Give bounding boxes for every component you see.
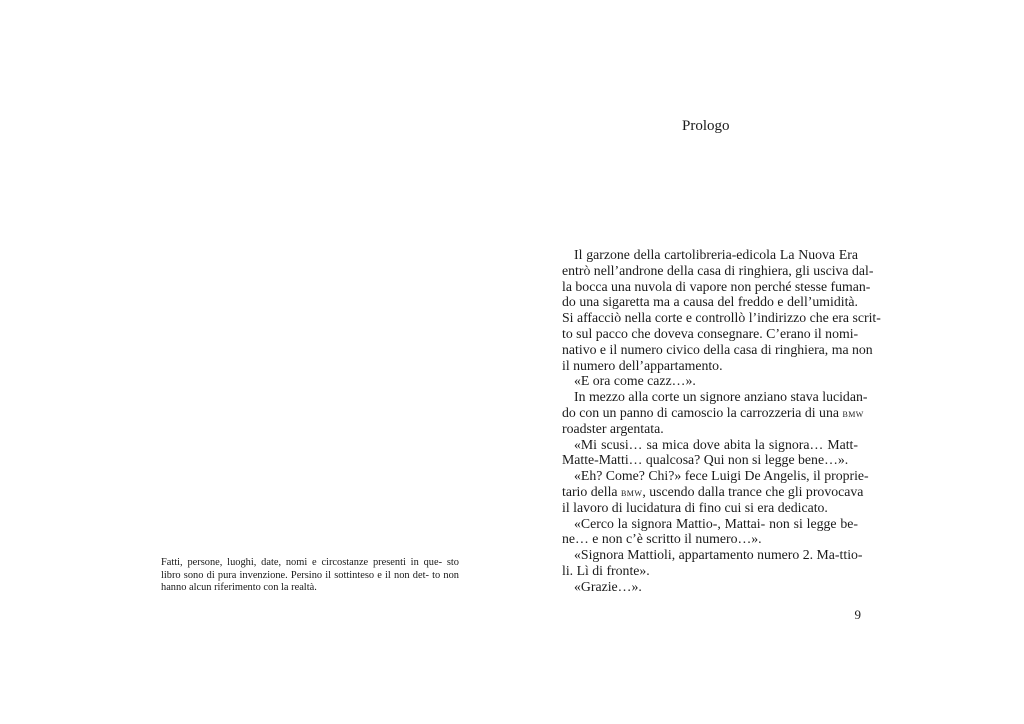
text-line: entrò nell’androne della casa di ringhiera, gli usciva dal-	[562, 262, 874, 278]
chapter-body-text	[562, 247, 881, 595]
text-line: Matte-Matti… qualcosa? Qui non si legge bene…».	[562, 452, 849, 468]
text-line: do con un panno di camoscio la carrozzeria di una bmw	[562, 404, 864, 420]
text-line: to sul pacco che doveva consegnare. C’erano il nomi-	[562, 325, 859, 341]
text-line: roadster argentata.	[562, 420, 664, 436]
text-line: In mezzo alla corte un signore anziano stava lucidan-	[574, 389, 868, 405]
text-line: Il garzone della cartolibreria-edicola La Nuova Era	[574, 247, 858, 262]
disclaimer-line: Fatti, persone, luoghi, date, nomi e circostanze presenti in que-	[161, 557, 443, 568]
right-page	[512, 0, 1024, 724]
text-line: il numero dell’appartamento.	[562, 357, 723, 373]
text-line: Si affacciò nella corte e controllò l’indirizzo che era scrit-	[562, 310, 881, 326]
text-line: «Cerco la signora Mattio-, Mattai- non si legge be-	[574, 515, 858, 531]
disclaimer-note	[161, 557, 459, 595]
text-line: «Signora Mattioli, appartamento numero 2. Ma-ttio-	[574, 547, 863, 563]
text-line: il lavoro di lucidatura di fino cui si era dedicato.	[562, 499, 828, 515]
text-line: li. Lì di fronte».	[562, 562, 650, 578]
text-line: nativo e il numero civico della casa di ringhiera, ma non	[562, 341, 873, 357]
chapter-title: Prologo	[682, 118, 730, 134]
text-line: «Grazie…».	[574, 578, 642, 594]
text-line: la bocca una nuvola di vapore non perché stesse fuman-	[562, 278, 871, 294]
text-line: tario della bmw, uscendo dalla trance che gli provocava	[562, 483, 864, 499]
disclaimer-line: to non hanno alcun riferimento con la realtà.	[161, 569, 459, 593]
text-line: «E ora come cazz…».	[574, 373, 696, 389]
page-number: 9	[854, 607, 861, 622]
text-line: do una sigaretta ma a causa del freddo e dell’umidità.	[562, 294, 858, 310]
text-line: «Eh? Come? Chi?» fece Luigi De Angelis, il proprie-	[574, 468, 869, 484]
text-line: ne… e non c’è scritto il numero…».	[562, 531, 762, 547]
disclaimer-line: sto libro sono di pura invenzione. Persino il sottinteso e il non det-	[161, 557, 459, 581]
text-line: «Mi scusi… sa mica dove abita la signora… Matt-	[574, 436, 858, 452]
